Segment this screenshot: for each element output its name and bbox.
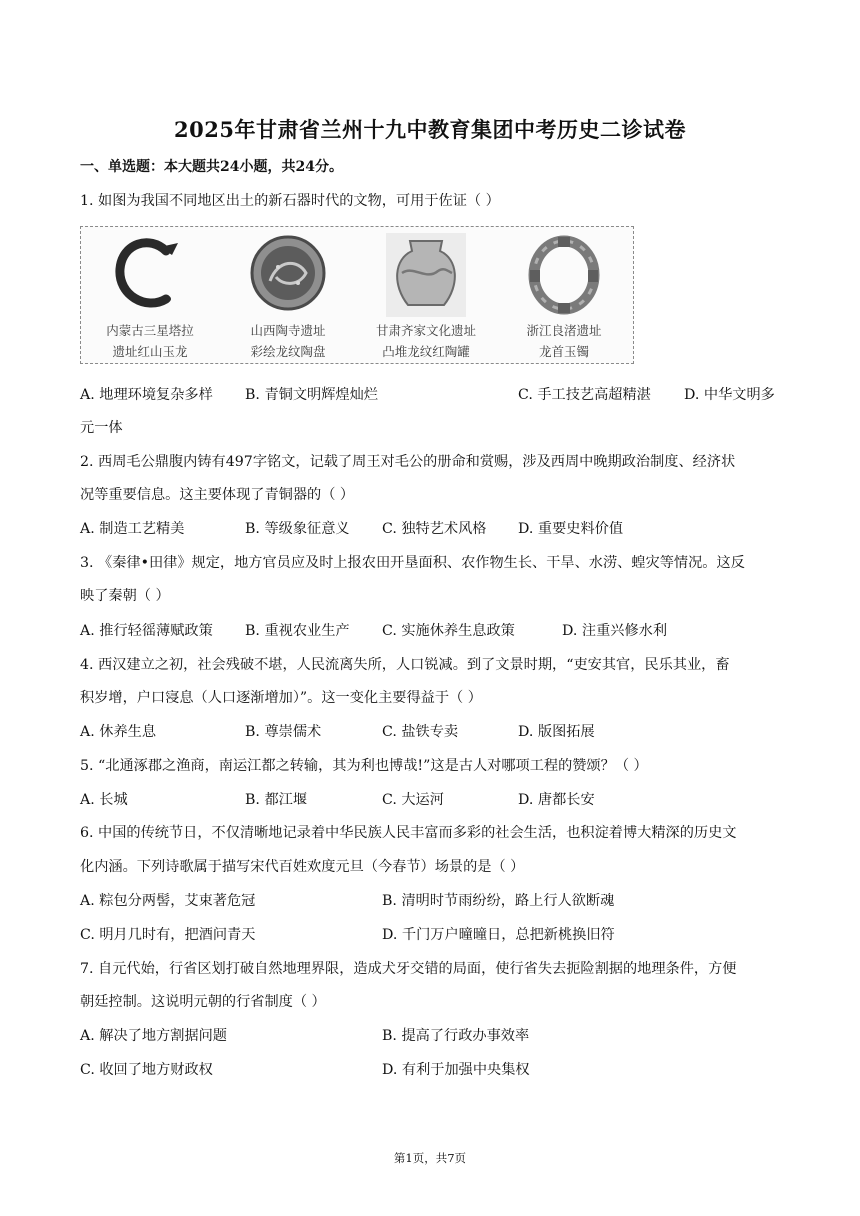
question-4-stem-line1: 4. 西汉建立之初，社会残破不堪，人民流离失所，人口锐减。到了文景时期，“吏安其官，民乐其业，畜 — [80, 657, 730, 673]
question-7-stem-line2: 朝廷控制。这说明元朝的行省制度（ ） — [80, 994, 326, 1010]
painted-pottery-plate-icon — [248, 233, 328, 317]
question-3-stem-line1: 3. 《秦律•田律》规定，地方官员应及时上报农田开垦面积、农作物生长、干旱、水涝、蝗灾等情况。这反 — [80, 555, 745, 571]
question-7-stem-line1: 7. 自元代始，行省区划打破自然地理界限，造成犬牙交错的局面，使行省失去扼险割据的地理条件，方便 — [80, 961, 737, 977]
figure-caption-line1: 内蒙古三星塔拉 — [106, 323, 194, 338]
q3-option-d[interactable]: D. 注重兴修水利 — [562, 623, 668, 639]
q7-option-d[interactable]: D. 有利于加强中央集权 — [382, 1062, 530, 1078]
question-6-stem-line2: 化内涵。下列诗歌属于描写宋代百姓欢度元旦（今春节）场景的是（ ） — [80, 859, 525, 875]
question-5-stem: 5. “北通涿郡之渔商，南运江都之转输，其为利也博哉!”这是古人对哪项工程的赞颂？（ ） — [80, 758, 648, 774]
figure-caption-line1: 浙江良渚遗址 — [526, 323, 602, 338]
q7-option-b[interactable]: B. 提高了行政办事效率 — [382, 1028, 530, 1044]
figure-caption-line2: 彩绘龙纹陶盘 — [250, 344, 326, 359]
figure-caption-line2: 凸堆龙纹红陶罐 — [382, 344, 470, 359]
question-1-stem: 1. 如图为我国不同地区出土的新石器时代的文物，可用于佐证（ ） — [80, 193, 500, 209]
q1-option-d[interactable]: D. 中华文明多 — [684, 387, 775, 403]
q1-option-d-continued: 元一体 — [80, 420, 123, 436]
q2-option-a[interactable]: A. 制造工艺精美 — [80, 521, 185, 537]
q4-option-d[interactable]: D. 版图拓展 — [518, 724, 595, 740]
q7-option-c[interactable]: C. 收回了地方财政权 — [80, 1062, 213, 1078]
question-6-stem-line1: 6. 中国的传统节日，不仅清晰地记录着中华民族人民丰富而多彩的社会生活，也积淀着博大精深的历史文 — [80, 825, 737, 841]
question-1-figure — [80, 226, 634, 364]
q6-option-d[interactable]: D. 千门万户曈曈日，总把新桃换旧符 — [382, 927, 615, 943]
q6-option-b[interactable]: B. 清明时节雨纷纷，路上行人欲断魂 — [382, 893, 615, 909]
question-3-stem-line2: 映了秦朝（ ） — [80, 588, 170, 604]
pottery-jar-icon — [386, 233, 466, 317]
section-heading: 一、单选题：本大题共24小题，共24分。 — [80, 159, 343, 175]
q3-option-b[interactable]: B. 重视农业生产 — [245, 623, 350, 639]
figure-caption-line2: 遗址红山玉龙 — [112, 344, 188, 359]
q4-option-c[interactable]: C. 盐铁专卖 — [382, 724, 459, 740]
q4-option-a[interactable]: A. 休养生息 — [80, 724, 157, 740]
jade-bracelet-icon — [524, 233, 604, 317]
figure-item-jade-dragon — [81, 227, 219, 363]
q2-option-c[interactable]: C. 独特艺术风格 — [382, 521, 487, 537]
q5-option-b[interactable]: B. 都江堰 — [245, 792, 308, 808]
q3-option-a[interactable]: A. 推行轻徭薄赋政策 — [80, 623, 213, 639]
q1-option-c[interactable]: C. 手工技艺高超精湛 — [518, 387, 651, 403]
page-title: 2025年甘肃省兰州十九中教育集团中考历史二诊试卷 — [174, 117, 686, 142]
q5-option-a[interactable]: A. 长城 — [80, 792, 128, 808]
q3-option-c[interactable]: C. 实施休养生息政策 — [382, 623, 515, 639]
q7-option-a[interactable]: A. 解决了地方割据问题 — [80, 1028, 227, 1044]
q2-option-d[interactable]: D. 重要史料价值 — [518, 521, 624, 537]
figure-caption-line1: 甘肃齐家文化遗址 — [375, 323, 476, 338]
q1-option-b[interactable]: B. 青铜文明辉煌灿烂 — [245, 387, 378, 403]
jade-dragon-icon — [110, 233, 190, 317]
q5-option-c[interactable]: C. 大运河 — [382, 792, 444, 808]
question-2-stem-line2: 况等重要信息。这主要体现了青铜器的（ ） — [80, 487, 355, 503]
q5-option-d[interactable]: D. 唐都长安 — [518, 792, 595, 808]
page-footer: 第1页，共7页 — [393, 1151, 467, 1165]
figure-item-jade-bracelet — [495, 227, 633, 363]
figure-item-painted-plate — [219, 227, 357, 363]
question-4-stem-line2: 积岁增，户口寖息（人口逐渐增加）”。这一变化主要得益于（ ） — [80, 690, 482, 706]
figure-caption-line2: 龙首玉镯 — [538, 344, 589, 359]
q2-option-b[interactable]: B. 等级象征意义 — [245, 521, 350, 537]
q4-option-b[interactable]: B. 尊崇儒术 — [245, 724, 322, 740]
question-2-stem-line1: 2. 西周毛公鼎腹内铸有497字铭文，记载了周王对毛公的册命和赏赐，涉及西周中晚期政治制度、经济状 — [80, 454, 736, 470]
q1-option-a[interactable]: A. 地理环境复杂多样 — [80, 387, 213, 403]
figure-caption-line1: 山西陶寺遗址 — [250, 323, 326, 338]
figure-item-pottery-jar — [357, 227, 495, 363]
q6-option-c[interactable]: C. 明月几时有，把酒问青天 — [80, 927, 256, 943]
q6-option-a[interactable]: A. 粽包分两髻，艾束著危冠 — [80, 893, 256, 909]
